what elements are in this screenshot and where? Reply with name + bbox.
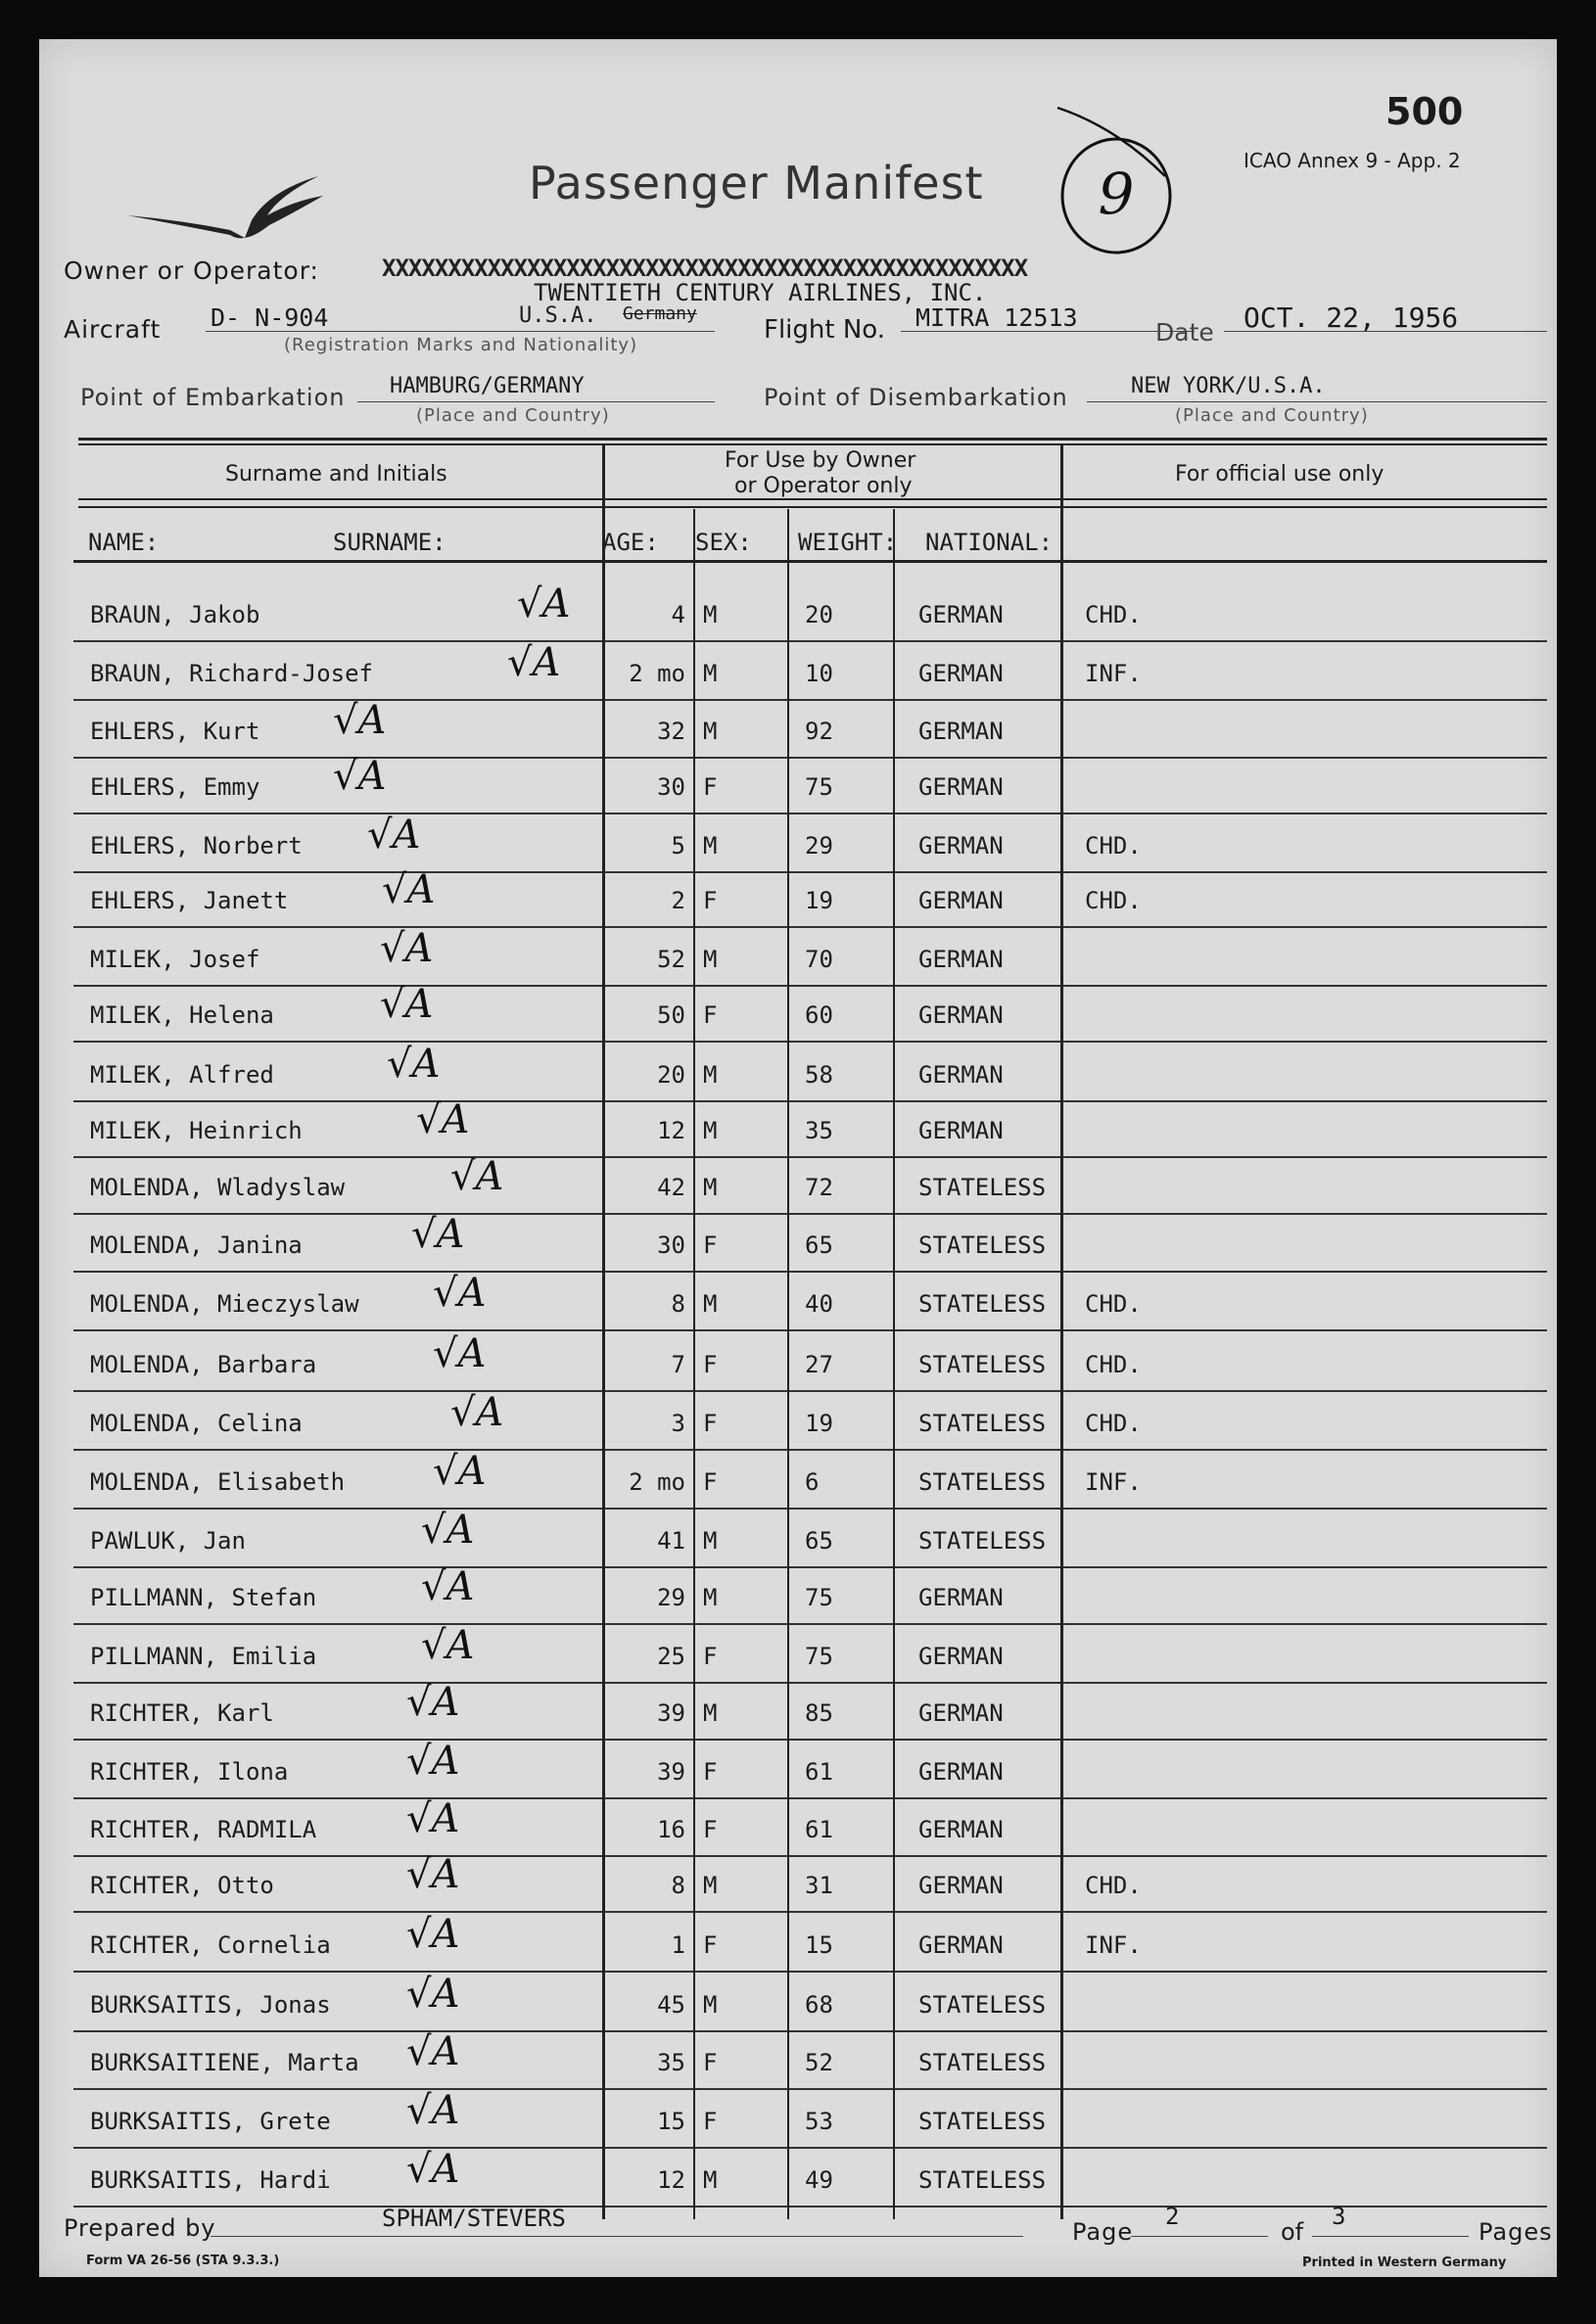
- passenger-name: BURKSAITIS, Grete: [90, 2108, 331, 2135]
- passenger-nationality: GERMAN: [918, 832, 1004, 860]
- passenger-name: MOLENDA, Wladyslaw: [90, 1174, 346, 1201]
- passenger-nationality: STATELESS: [918, 1174, 1047, 1201]
- passenger-sex: M: [703, 601, 718, 628]
- aircraft-caption: (Registration Marks and Nationality): [284, 335, 638, 355]
- passenger-nationality: GERMAN: [918, 1699, 1004, 1727]
- passenger-sex: M: [703, 2166, 718, 2194]
- passenger-checkmark: √A: [507, 640, 561, 685]
- passenger-nationality: GERMAN: [918, 1816, 1004, 1843]
- aircraft-nationality: U.S.A.: [519, 303, 597, 328]
- row-rule: [73, 2030, 1547, 2032]
- row-rule: [73, 699, 1547, 701]
- passenger-weight: 10: [805, 660, 833, 687]
- passenger-checkmark: √A: [433, 1449, 487, 1494]
- passenger-checkmark: √A: [382, 867, 436, 912]
- passenger-age: 5: [671, 832, 685, 860]
- passenger-nationality: GERMAN: [918, 773, 1004, 801]
- passenger-nationality: GERMAN: [918, 946, 1004, 973]
- row-rule: [73, 1100, 1547, 1102]
- passenger-name: PILLMANN, Emilia: [90, 1643, 317, 1670]
- column-header-sex: SEX:: [695, 529, 752, 556]
- passenger-weight: 15: [805, 1931, 833, 1959]
- passenger-sex: F: [703, 1232, 718, 1259]
- of-value: 3: [1332, 2203, 1346, 2230]
- passenger-nationality: GERMAN: [918, 601, 1004, 628]
- passenger-sex: F: [703, 773, 718, 801]
- column-header-nationality: NATIONAL:: [925, 529, 1054, 556]
- row-rule: [73, 2147, 1547, 2149]
- passenger-weight: 40: [805, 1290, 833, 1318]
- passenger-age: 16: [657, 1816, 685, 1843]
- passenger-weight: 61: [805, 1758, 833, 1786]
- passenger-nationality: STATELESS: [918, 2166, 1047, 2194]
- passenger-sex: F: [703, 1351, 718, 1378]
- passenger-weight: 75: [805, 1643, 833, 1670]
- passenger-age: 15: [657, 2108, 685, 2135]
- passenger-age: 29: [657, 1584, 685, 1611]
- passenger-sex: F: [703, 887, 718, 914]
- passenger-sex: F: [703, 2108, 718, 2135]
- passenger-checkmark: √A: [450, 1154, 504, 1199]
- passenger-checkmark: √A: [406, 1739, 460, 1784]
- passenger-age: 2 mo: [629, 1468, 685, 1496]
- passenger-name: RICHTER, RADMILA: [90, 1816, 317, 1843]
- passenger-sex: F: [703, 1643, 718, 1670]
- passenger-nationality: GERMAN: [918, 1643, 1004, 1670]
- passenger-nationality: STATELESS: [918, 1527, 1047, 1555]
- owner-use-header-line2: or Operator only: [734, 474, 913, 498]
- annex-reference: ICAO Annex 9 - App. 2: [1244, 149, 1461, 172]
- row-rule: [73, 1739, 1547, 1741]
- passenger-remark: CHD.: [1085, 1351, 1142, 1378]
- passenger-sex: M: [703, 1991, 718, 2019]
- passenger-weight: 20: [805, 601, 833, 628]
- passenger-nationality: STATELESS: [918, 1468, 1047, 1496]
- owner-value: TWENTIETH CENTURY AIRLINES, INC.: [534, 279, 987, 306]
- passenger-name: EHLERS, Emmy: [90, 773, 260, 801]
- row-rule: [73, 1508, 1547, 1510]
- row-rule: [73, 1390, 1547, 1392]
- row-rule: [73, 871, 1547, 873]
- passenger-name: RICHTER, Ilona: [90, 1758, 289, 1786]
- passenger-age: 39: [657, 1758, 685, 1786]
- passenger-sex: M: [703, 946, 718, 973]
- passenger-nationality: GERMAN: [918, 1872, 1004, 1899]
- of-label: of: [1281, 2218, 1304, 2246]
- row-rule: [73, 1041, 1547, 1043]
- passenger-weight: 49: [805, 2166, 833, 2194]
- manifest-page: [39, 39, 1557, 2277]
- passenger-nationality: GERMAN: [918, 1931, 1004, 1959]
- circled-number-text: 9: [1098, 161, 1135, 227]
- passenger-name: PILLMANN, Stefan: [90, 1584, 317, 1611]
- row-rule: [73, 1271, 1547, 1273]
- passenger-age: 20: [657, 1061, 685, 1089]
- passenger-sex: M: [703, 1527, 718, 1555]
- passenger-nationality: STATELESS: [918, 1232, 1047, 1259]
- passenger-remark: CHD.: [1085, 832, 1142, 860]
- passenger-nationality: STATELESS: [918, 1290, 1047, 1318]
- column-header-age: AGE:: [602, 529, 659, 556]
- owner-struck-text: XXXXXXXXXXXXXXXXXXXXXXXXXXXXXXXXXXXXXXXXXXXXXXXXX: [382, 255, 1028, 282]
- row-rule: [73, 813, 1547, 814]
- passenger-sex: F: [703, 2049, 718, 2076]
- airline-logo-icon: [122, 162, 328, 250]
- passenger-weight: 75: [805, 1584, 833, 1611]
- passenger-checkmark: √A: [433, 1331, 487, 1376]
- passenger-weight: 75: [805, 773, 833, 801]
- row-rule: [73, 2088, 1547, 2090]
- passenger-sex: F: [703, 1468, 718, 1496]
- passenger-weight: 58: [805, 1061, 833, 1089]
- passenger-name: MOLENDA, Janina: [90, 1232, 303, 1259]
- aircraft-registration: D- N-904: [211, 303, 329, 332]
- passenger-weight: 29: [805, 832, 833, 860]
- row-rule: [73, 1213, 1547, 1215]
- prepared-by-value: SPHAM/STEVERS: [382, 2205, 566, 2232]
- passenger-name: RICHTER, Karl: [90, 1699, 274, 1727]
- passenger-name: MILEK, Heinrich: [90, 1117, 303, 1144]
- official-use-header: For official use only: [1175, 462, 1385, 487]
- column-header-surname: SURNAME:: [333, 529, 446, 556]
- passenger-checkmark: √A: [380, 926, 434, 971]
- owner-label: Owner or Operator:: [64, 256, 319, 285]
- passenger-sex: M: [703, 1699, 718, 1727]
- row-rule: [73, 640, 1547, 642]
- row-rule: [73, 1329, 1547, 1331]
- passenger-name: PAWLUK, Jan: [90, 1527, 246, 1555]
- passenger-weight: 6: [805, 1468, 820, 1496]
- prepared-by-label: Prepared by: [64, 2214, 216, 2242]
- passenger-age: 12: [657, 2166, 685, 2194]
- passenger-sex: F: [703, 1001, 718, 1029]
- passenger-nationality: GERMAN: [918, 1758, 1004, 1786]
- passenger-checkmark: √A: [406, 1796, 460, 1841]
- aircraft-label: Aircraft: [64, 315, 162, 344]
- passenger-checkmark: √A: [367, 813, 421, 858]
- passenger-weight: 61: [805, 1816, 833, 1843]
- row-rule: [73, 985, 1547, 987]
- passenger-weight: 31: [805, 1872, 833, 1899]
- date-value: OCT. 22, 1956: [1244, 302, 1459, 334]
- passenger-sex: M: [703, 1584, 718, 1611]
- passenger-weight: 60: [805, 1001, 833, 1029]
- embarkation-label: Point of Embarkation: [80, 384, 346, 411]
- passenger-remark: CHD.: [1085, 1410, 1142, 1437]
- passenger-age: 8: [671, 1290, 685, 1318]
- column-header-name: NAME:: [88, 529, 160, 556]
- passenger-sex: M: [703, 1290, 718, 1318]
- page-value: 2: [1165, 2203, 1180, 2230]
- passenger-weight: 65: [805, 1232, 833, 1259]
- date-label: Date: [1155, 318, 1214, 347]
- passenger-nationality: GERMAN: [918, 1001, 1004, 1029]
- passenger-age: 41: [657, 1527, 685, 1555]
- passenger-weight: 27: [805, 1351, 833, 1378]
- passenger-age: 30: [657, 773, 685, 801]
- passenger-checkmark: √A: [450, 1390, 504, 1435]
- passenger-checkmark: √A: [416, 1097, 470, 1142]
- passenger-nationality: GERMAN: [918, 1117, 1004, 1144]
- passenger-weight: 19: [805, 887, 833, 914]
- passenger-nationality: STATELESS: [918, 1991, 1047, 2019]
- page-label: Page: [1072, 2218, 1134, 2246]
- row-rule: [73, 1566, 1547, 1568]
- row-rule: [73, 1911, 1547, 1913]
- passenger-checkmark: √A: [406, 1912, 460, 1957]
- passenger-weight: 92: [805, 718, 833, 745]
- embarkation-value: HAMBURG/GERMANY: [390, 374, 585, 398]
- passenger-nationality: STATELESS: [918, 1410, 1047, 1437]
- passenger-remark: CHD.: [1085, 887, 1142, 914]
- passenger-checkmark: √A: [406, 2029, 460, 2074]
- passenger-name: EHLERS, Norbert: [90, 832, 303, 860]
- row-rule: [73, 1623, 1547, 1625]
- passenger-age: 3: [671, 1410, 685, 1437]
- passenger-sex: M: [703, 718, 718, 745]
- passenger-weight: 68: [805, 1991, 833, 2019]
- passenger-weight: 52: [805, 2049, 833, 2076]
- passenger-age: 35: [657, 2049, 685, 2076]
- passenger-nationality: GERMAN: [918, 887, 1004, 914]
- passenger-checkmark: √A: [433, 1271, 487, 1316]
- passenger-weight: 72: [805, 1174, 833, 1201]
- passenger-age: 39: [657, 1699, 685, 1727]
- passenger-remark: INF.: [1085, 1931, 1142, 1959]
- passenger-sex: M: [703, 1061, 718, 1089]
- column-header-weight: WEIGHT:: [798, 529, 898, 556]
- passenger-age: 32: [657, 718, 685, 745]
- passenger-checkmark: √A: [421, 1508, 475, 1553]
- passenger-age: 52: [657, 946, 685, 973]
- passenger-checkmark: √A: [333, 754, 387, 799]
- passenger-checkmark: √A: [406, 2147, 460, 2192]
- printed-note: Printed in Western Germany: [1302, 2255, 1507, 2270]
- row-rule: [73, 1682, 1547, 1684]
- passenger-sex: M: [703, 832, 718, 860]
- passenger-nationality: GERMAN: [918, 1061, 1004, 1089]
- passenger-age: 8: [671, 1872, 685, 1899]
- passenger-remark: INF.: [1085, 1468, 1142, 1496]
- passenger-checkmark: √A: [406, 2088, 460, 2133]
- passenger-name: EHLERS, Kurt: [90, 718, 260, 745]
- disembarkation-value: NEW YORK/U.S.A.: [1131, 374, 1326, 398]
- row-rule: [73, 1449, 1547, 1451]
- passenger-checkmark: √A: [411, 1212, 465, 1257]
- passenger-weight: 35: [805, 1117, 833, 1144]
- flight-number: MITRA 12513: [915, 303, 1078, 332]
- passenger-age: 2: [671, 887, 685, 914]
- passenger-age: 2 mo: [629, 660, 685, 687]
- passenger-nationality: STATELESS: [918, 2049, 1047, 2076]
- passenger-age: 50: [657, 1001, 685, 1029]
- passenger-remark: CHD.: [1085, 1290, 1142, 1318]
- row-rule: [73, 1971, 1547, 1973]
- embarkation-caption: (Place and Country): [416, 405, 610, 426]
- surname-section-header: Surname and Initials: [225, 462, 447, 487]
- passenger-name: RICHTER, Cornelia: [90, 1931, 331, 1959]
- passenger-nationality: GERMAN: [918, 1584, 1004, 1611]
- passenger-checkmark: √A: [387, 1042, 441, 1087]
- document-title: Passenger Manifest: [529, 157, 984, 209]
- row-rule: [73, 926, 1547, 928]
- passenger-remark: CHD.: [1085, 1872, 1142, 1899]
- passenger-age: 12: [657, 1117, 685, 1144]
- passenger-sex: F: [703, 1816, 718, 1843]
- passenger-name: MILEK, Josef: [90, 946, 260, 973]
- passenger-nationality: GERMAN: [918, 718, 1004, 745]
- passenger-sex: M: [703, 1117, 718, 1144]
- passenger-name: MOLENDA, Celina: [90, 1410, 303, 1437]
- passenger-weight: 19: [805, 1410, 833, 1437]
- passenger-age: 25: [657, 1643, 685, 1670]
- passenger-nationality: STATELESS: [918, 2108, 1047, 2135]
- passenger-name: MILEK, Helena: [90, 1001, 274, 1029]
- passenger-checkmark: √A: [406, 1680, 460, 1725]
- passenger-name: MILEK, Alfred: [90, 1061, 274, 1089]
- passenger-checkmark: √A: [517, 581, 571, 627]
- passenger-name: BURKSAITIS, Hardi: [90, 2166, 331, 2194]
- page-number: 500: [1385, 90, 1464, 133]
- row-rule: [73, 1156, 1547, 1158]
- passenger-checkmark: √A: [406, 1852, 460, 1897]
- passenger-checkmark: √A: [406, 1972, 460, 2017]
- passenger-sex: F: [703, 1758, 718, 1786]
- form-identifier: Form VA 26-56 (STA 9.3.3.): [86, 2254, 280, 2268]
- passenger-age: 7: [671, 1351, 685, 1378]
- passenger-weight: 70: [805, 946, 833, 973]
- passenger-name: MOLENDA, Barbara: [90, 1351, 317, 1378]
- circled-number: [1009, 98, 1185, 264]
- passenger-sex: M: [703, 1174, 718, 1201]
- row-rule: [73, 2206, 1547, 2208]
- row-rule: [73, 1797, 1547, 1799]
- passenger-sex: M: [703, 1872, 718, 1899]
- passenger-checkmark: √A: [421, 1564, 475, 1609]
- row-rule: [73, 1855, 1547, 1857]
- flight-label: Flight No.: [764, 315, 886, 345]
- passenger-checkmark: √A: [380, 982, 434, 1027]
- passenger-name: EHLERS, Janett: [90, 887, 289, 914]
- passenger-sex: M: [703, 660, 718, 687]
- passenger-age: 1: [671, 1931, 685, 1959]
- passenger-sex: F: [703, 1931, 718, 1959]
- passenger-weight: 85: [805, 1699, 833, 1727]
- passenger-name: BURKSAITIENE, Marta: [90, 2049, 359, 2076]
- passenger-age: 42: [657, 1174, 685, 1201]
- passenger-name: BRAUN, Jakob: [90, 601, 260, 628]
- passenger-remark: CHD.: [1085, 601, 1142, 628]
- passenger-weight: 53: [805, 2108, 833, 2135]
- passenger-weight: 65: [805, 1527, 833, 1555]
- disembarkation-caption: (Place and Country): [1175, 405, 1369, 426]
- passenger-sex: F: [703, 1410, 718, 1437]
- passenger-name: RICHTER, Otto: [90, 1872, 274, 1899]
- passenger-name: MOLENDA, Mieczyslaw: [90, 1290, 359, 1318]
- passenger-name: BURKSAITIS, Jonas: [90, 1991, 331, 2019]
- passenger-name: MOLENDA, Elisabeth: [90, 1468, 346, 1496]
- passenger-checkmark: √A: [421, 1623, 475, 1668]
- row-rule: [73, 757, 1547, 759]
- passenger-checkmark: √A: [333, 698, 387, 743]
- passenger-nationality: STATELESS: [918, 1351, 1047, 1378]
- pages-label: Pages: [1479, 2218, 1553, 2246]
- passenger-age: 45: [657, 1991, 685, 2019]
- passenger-age: 30: [657, 1232, 685, 1259]
- aircraft-nationality-struck: Germany: [623, 303, 697, 324]
- owner-use-header-line1: For Use by Owner: [725, 448, 916, 473]
- passenger-name: BRAUN, Richard-Josef: [90, 660, 373, 687]
- passenger-age: 4: [671, 601, 685, 628]
- disembarkation-label: Point of Disembarkation: [764, 384, 1068, 411]
- passenger-remark: INF.: [1085, 660, 1142, 687]
- passenger-nationality: GERMAN: [918, 660, 1004, 687]
